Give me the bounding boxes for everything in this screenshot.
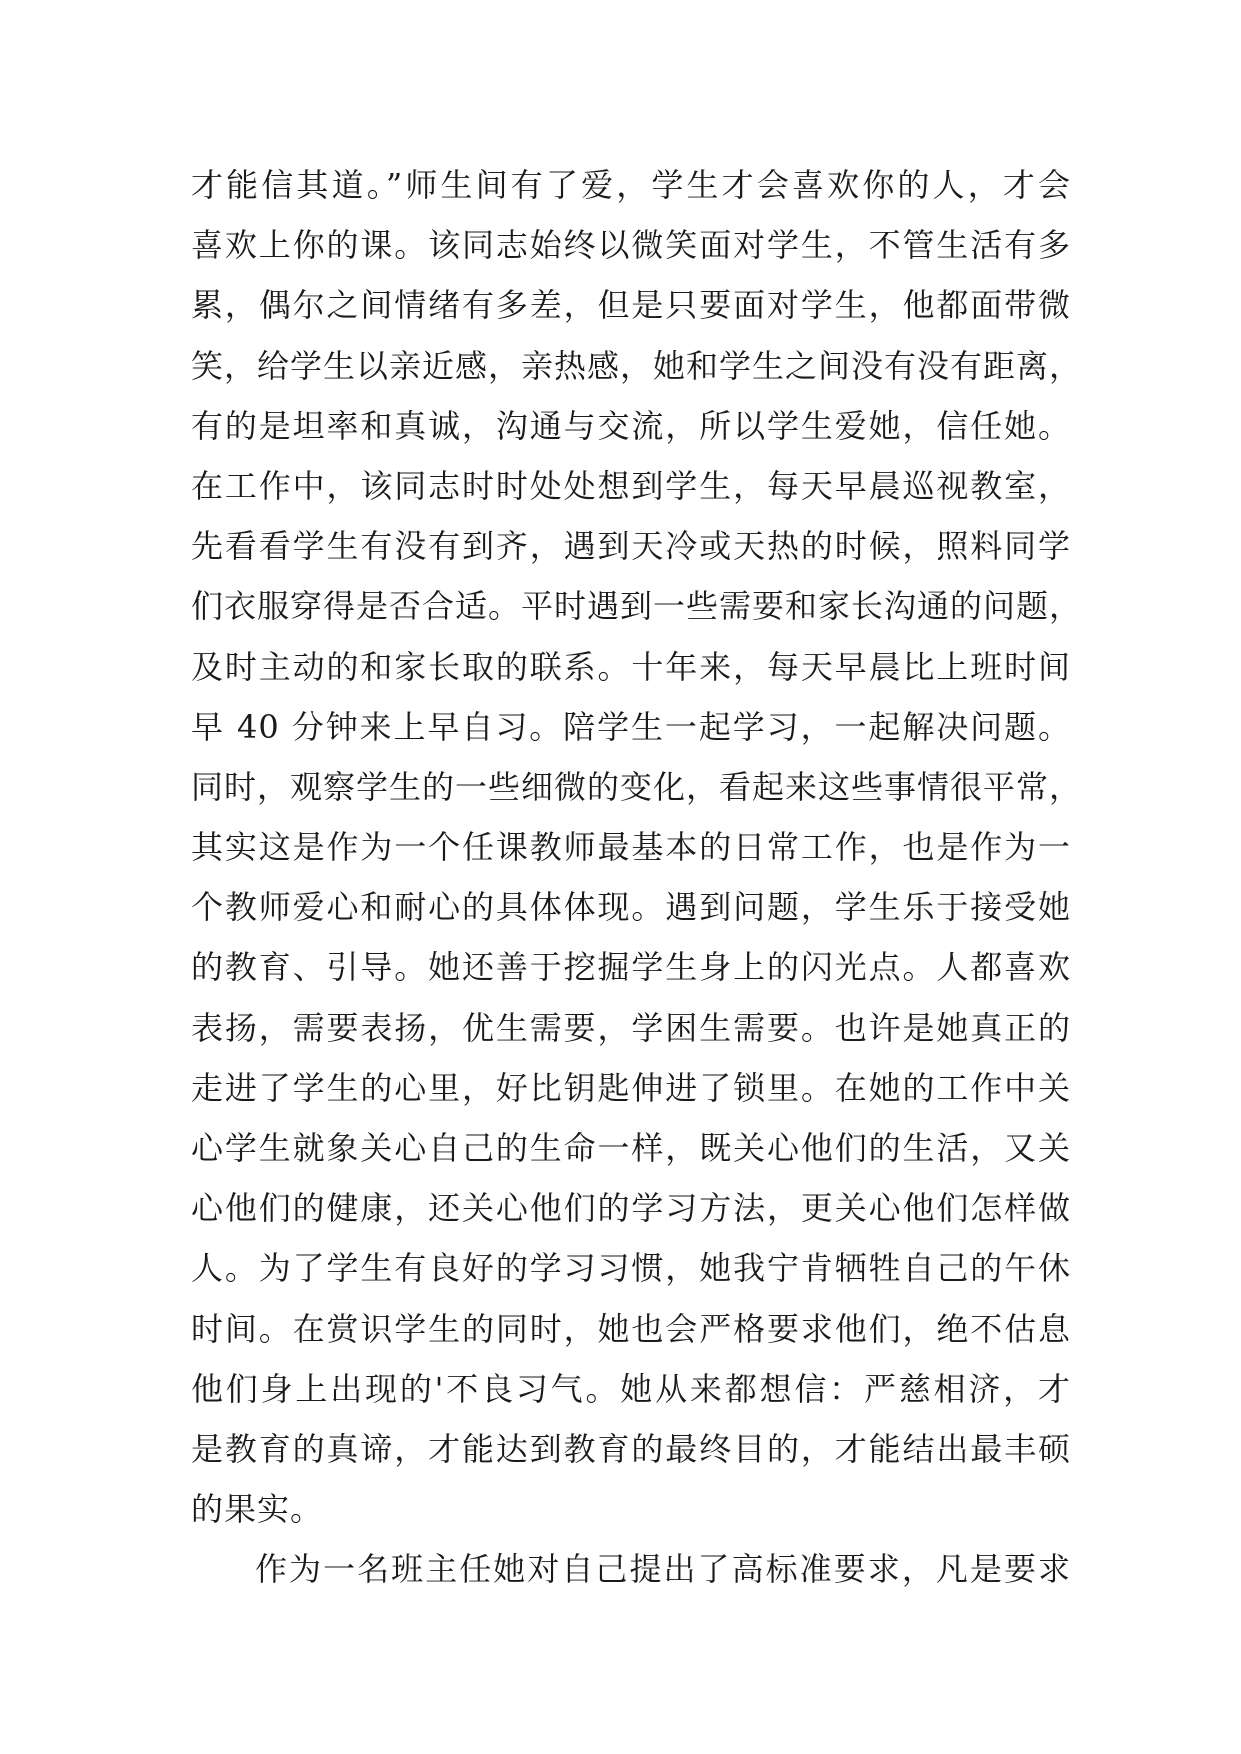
text-line: 在工作中，该同志时时处处想到学生，每天早晨巡视教室， — [191, 466, 1071, 505]
text-line: 有的是坦率和真诚，沟通与交流，所以学生爱她，信任她。 — [191, 406, 1071, 445]
paragraph-start-line: 作为一名班主任她对自己提出了高标准要求，凡是要求 — [255, 1550, 1071, 1589]
text-line: 们衣服穿得是否合适。平时遇到一些需要和家长沟通的问题， — [191, 587, 1083, 626]
text-line: 表扬，需要表扬，优生需要，学困生需要。也许是她真正的 — [191, 1008, 1071, 1047]
paragraph-end-line: 的果实。 — [191, 1490, 324, 1529]
text-line: 及时主动的和家长取的联系。十年来，每天早晨比上班时间 — [191, 647, 1071, 686]
text-line: 才能信其道。”师生间有了爱，学生才会喜欢你的人，才会 — [191, 166, 1071, 204]
text-line: 心他们的健康，还关心他们的学习方法，更关心他们怎样做 — [191, 1189, 1071, 1228]
text-line: 是教育的真谛，才能达到教育的最终目的，才能结出最丰硕 — [191, 1429, 1071, 1468]
text-line: 心学生就象关心自己的生命一样，既关心他们的生活，又关 — [191, 1129, 1071, 1167]
text-line: 喜欢上你的课。该同志始终以微笑面对学生，不管生活有多 — [191, 226, 1071, 265]
text-line: 累，偶尔之间情绪有多差，但是只要面对学生，他都面带微 — [191, 286, 1071, 325]
text-line: 时间。在赏识学生的同时，她也会严格要求他们，绝不估息 — [191, 1309, 1071, 1348]
text-line: 的教育、引导。她还善于挖掘学生身上的闪光点。人都喜欢 — [191, 948, 1071, 987]
text-line: 走进了学生的心里，好比钥匙伸进了锁里。在她的工作中关 — [191, 1068, 1071, 1107]
text-line: 先看看学生有没有到齐，遇到天冷或天热的时候，照料同学 — [191, 527, 1071, 566]
text-line: 同时，观察学生的一些细微的变化，看起来这些事情很平常， — [191, 767, 1083, 806]
text-line: 个教师爱心和耐心的具体体现。遇到问题，学生乐于接受她 — [191, 888, 1071, 927]
text-line: 笑，给学生以亲近感，亲热感，她和学生之间没有没有距离， — [191, 346, 1083, 385]
text-line: 其实这是作为一个任课教师最基本的日常工作，也是作为一 — [191, 828, 1071, 867]
text-line: 他们身上出现的'不良习气。她从来都想信：严慈相济，才 — [191, 1369, 1071, 1408]
text-line: 人。为了学生有良好的学习习惯，她我宁肯牺牲自己的午休 — [191, 1249, 1071, 1288]
text-line: 早 40 分钟来上早自习。陪学生一起学习，一起解决问题。 — [191, 707, 1071, 746]
body-text — [191, 155, 1083, 1600]
